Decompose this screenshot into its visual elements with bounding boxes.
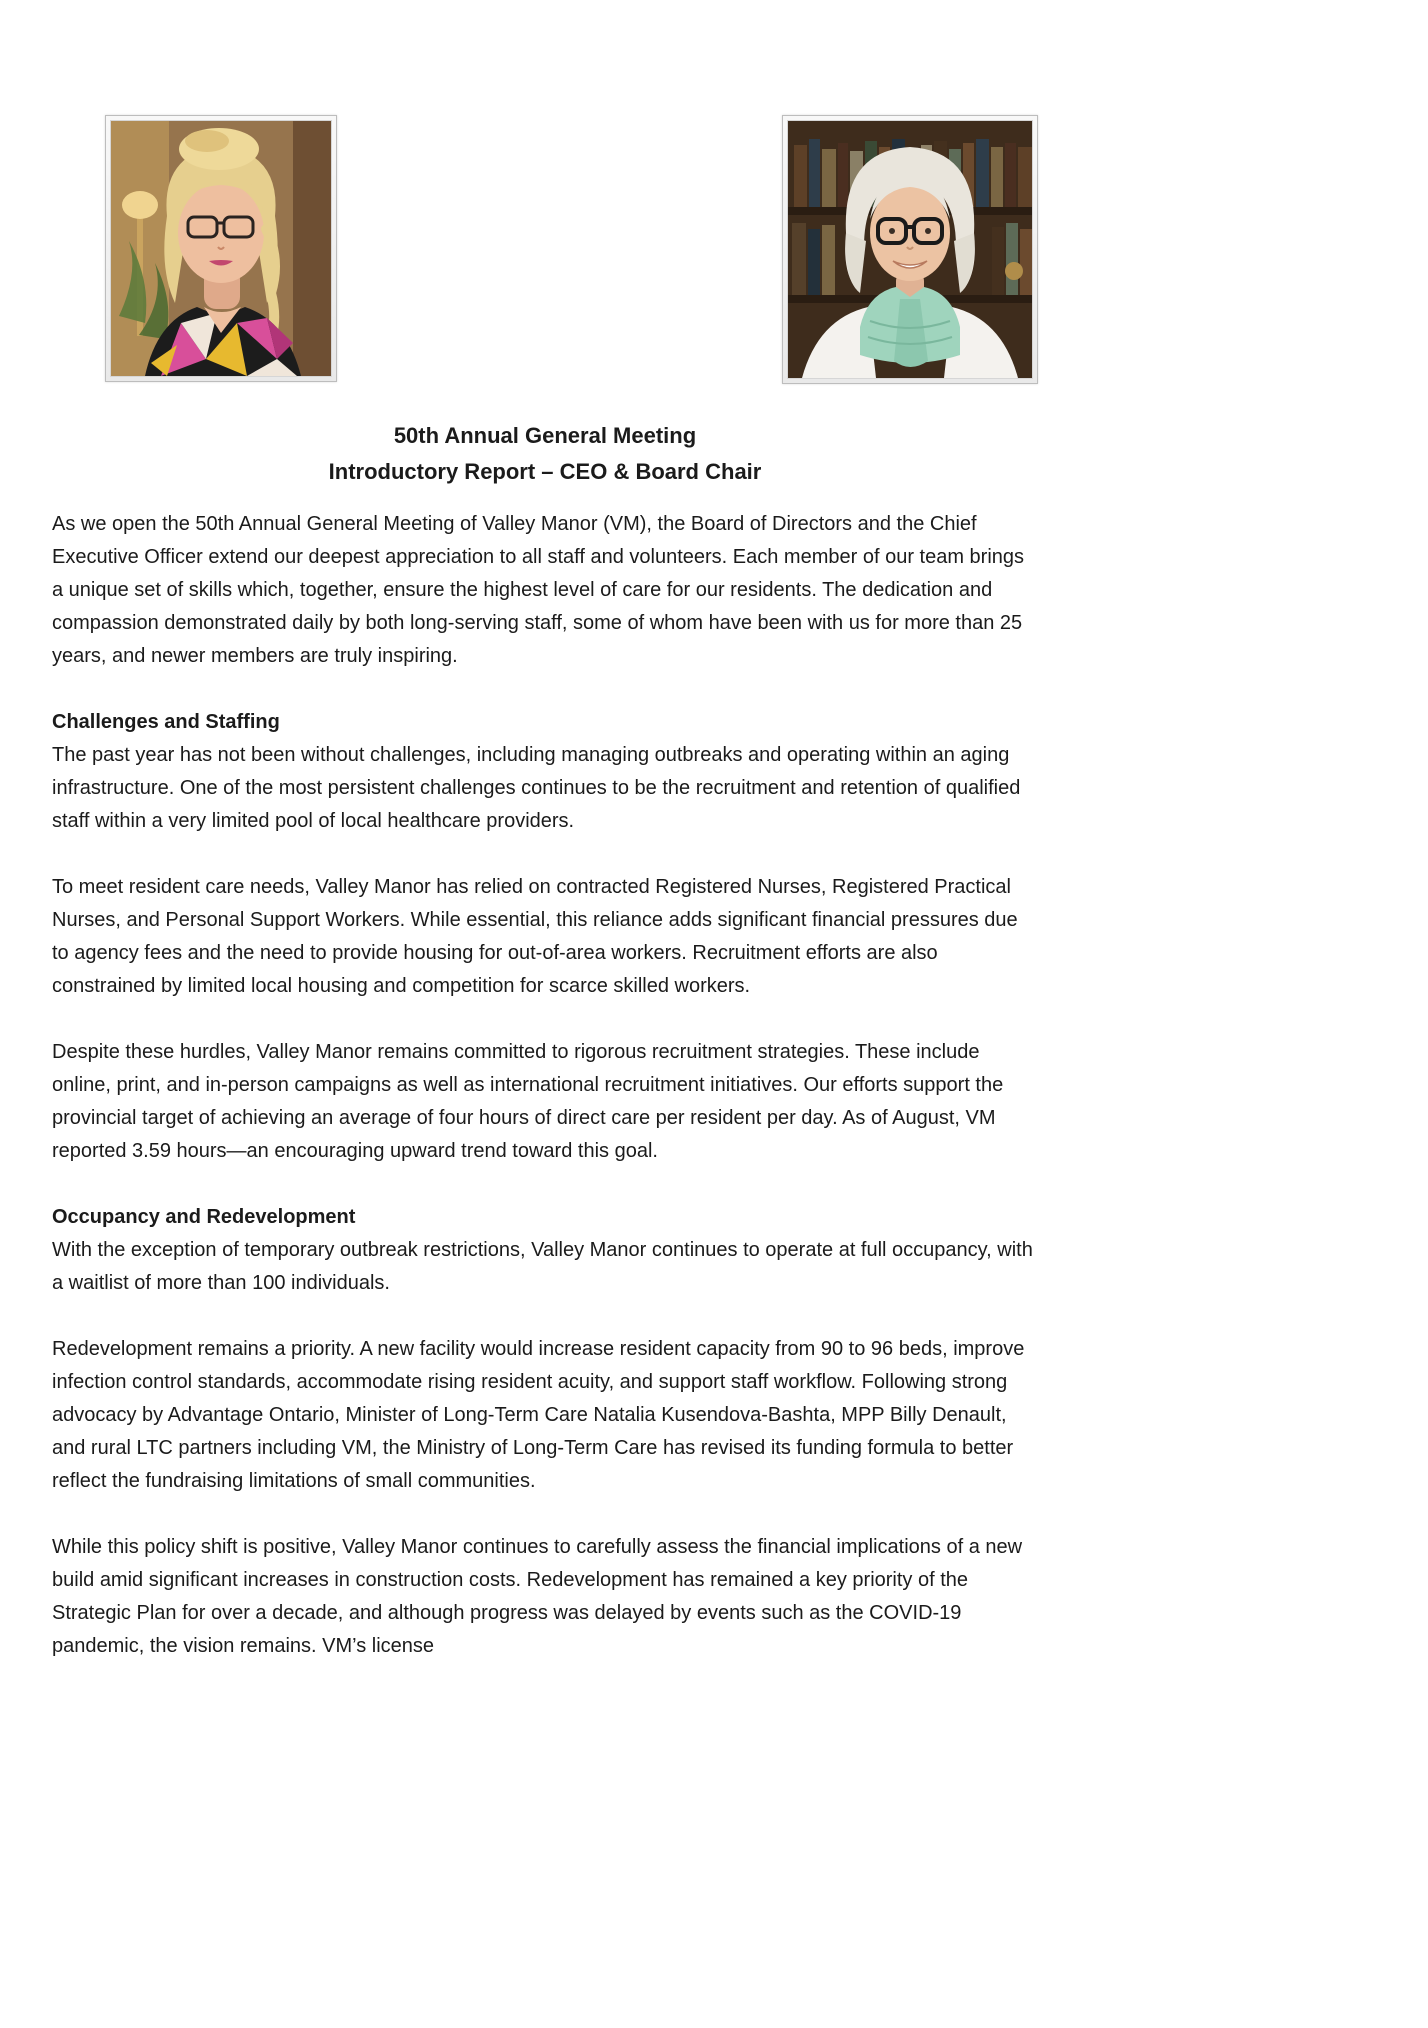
document-page <box>52 0 1038 1696</box>
document-title <box>52 418 1038 490</box>
body-paragraph-challenges-3: Despite these hurdles, Valley Manor remains committed to rigorous recruitment strategies. These include online, print, and in-person campaigns as well as international recruitment initiatives. Our efforts support the provincial target of achieving an average of four hours of direct care per resident per day. As of August, VM reported 3.59 hours—an encouraging upward trend toward this goal. <box>52 1041 1004 1162</box>
photos-row <box>52 115 1038 384</box>
ceo-photo <box>105 115 337 382</box>
body-paragraph-occupancy-2: Redevelopment remains a priority. A new facility would increase resident capacity from 90 to 96 beds, improve infection control standards, accommodate rising resident acuity, and support staff workflow. Following strong advocacy by Advantage Ontario, Minister of Long-Term Care Natalia Kusendova-Bashta, MPP Billy Denault, and rural LTC partners including VM, the Ministry of Long-Term Care has revised its funding formula to better reflect the fundraising limitations of small communities. <box>52 1338 1025 1492</box>
board-chair-photo <box>782 115 1038 384</box>
board-chair-portrait-illustration <box>787 120 1033 379</box>
body-paragraph-occupancy-1: With the exception of temporary outbreak restrictions, Valley Manor continues to operate at full occupancy, with a waitlist of more than 100 individuals. <box>52 1239 1033 1294</box>
ceo-portrait-illustration <box>110 120 332 377</box>
body-paragraph-challenges-1: The past year has not been without challenges, including managing outbreaks and operating within an aging infrastructure. One of the most persistent challenges continues to be the recruitment and retention of qualified staff within a very limited pool of local healthcare providers. <box>52 744 1021 832</box>
section-heading-occupancy: Occupancy and Redevelopment <box>52 1206 356 1228</box>
body-paragraph-occupancy-3: While this policy shift is positive, Valley Manor continues to carefully assess the financial implications of a new build amid significant increases in construction costs. Redevelopment has remained a key priority of the Strategic Plan for over a decade, and although progress was delayed by events such as the COVID-19 pandemic, the vision remains. VM’s license <box>52 1536 1023 1657</box>
title-line-2: Introductory Report – CEO & Board Chair <box>328 459 762 484</box>
body-paragraph-challenges-2: To meet resident care needs, Valley Manor has relied on contracted Registered Nurses, Registered Practical Nurses, and Personal Support Workers. While essential, this reliance adds significant financial pressures due to agency fees and the need to provide housing for out-of-area workers. Recruitment efforts are also constrained by limited local housing and competition for scarce skilled workers. <box>52 876 1018 997</box>
title-line-1: 50th Annual General Meeting <box>393 423 697 448</box>
body-paragraph-intro: As we open the 50th Annual General Meeting of Valley Manor (VM), the Board of Directors and the Chief Executive Officer extend our deepest appreciation to all staff and volunteers. Each member of our team brings a unique set of skills which, together, ensure the highest level of care for our residents. The dedication and compassion demonstrated daily by both long-serving staff, some of whom have been with us for more than 25 years, and newer members are truly inspiring. <box>52 513 1025 667</box>
section-heading-challenges: Challenges and Staffing <box>52 711 280 733</box>
